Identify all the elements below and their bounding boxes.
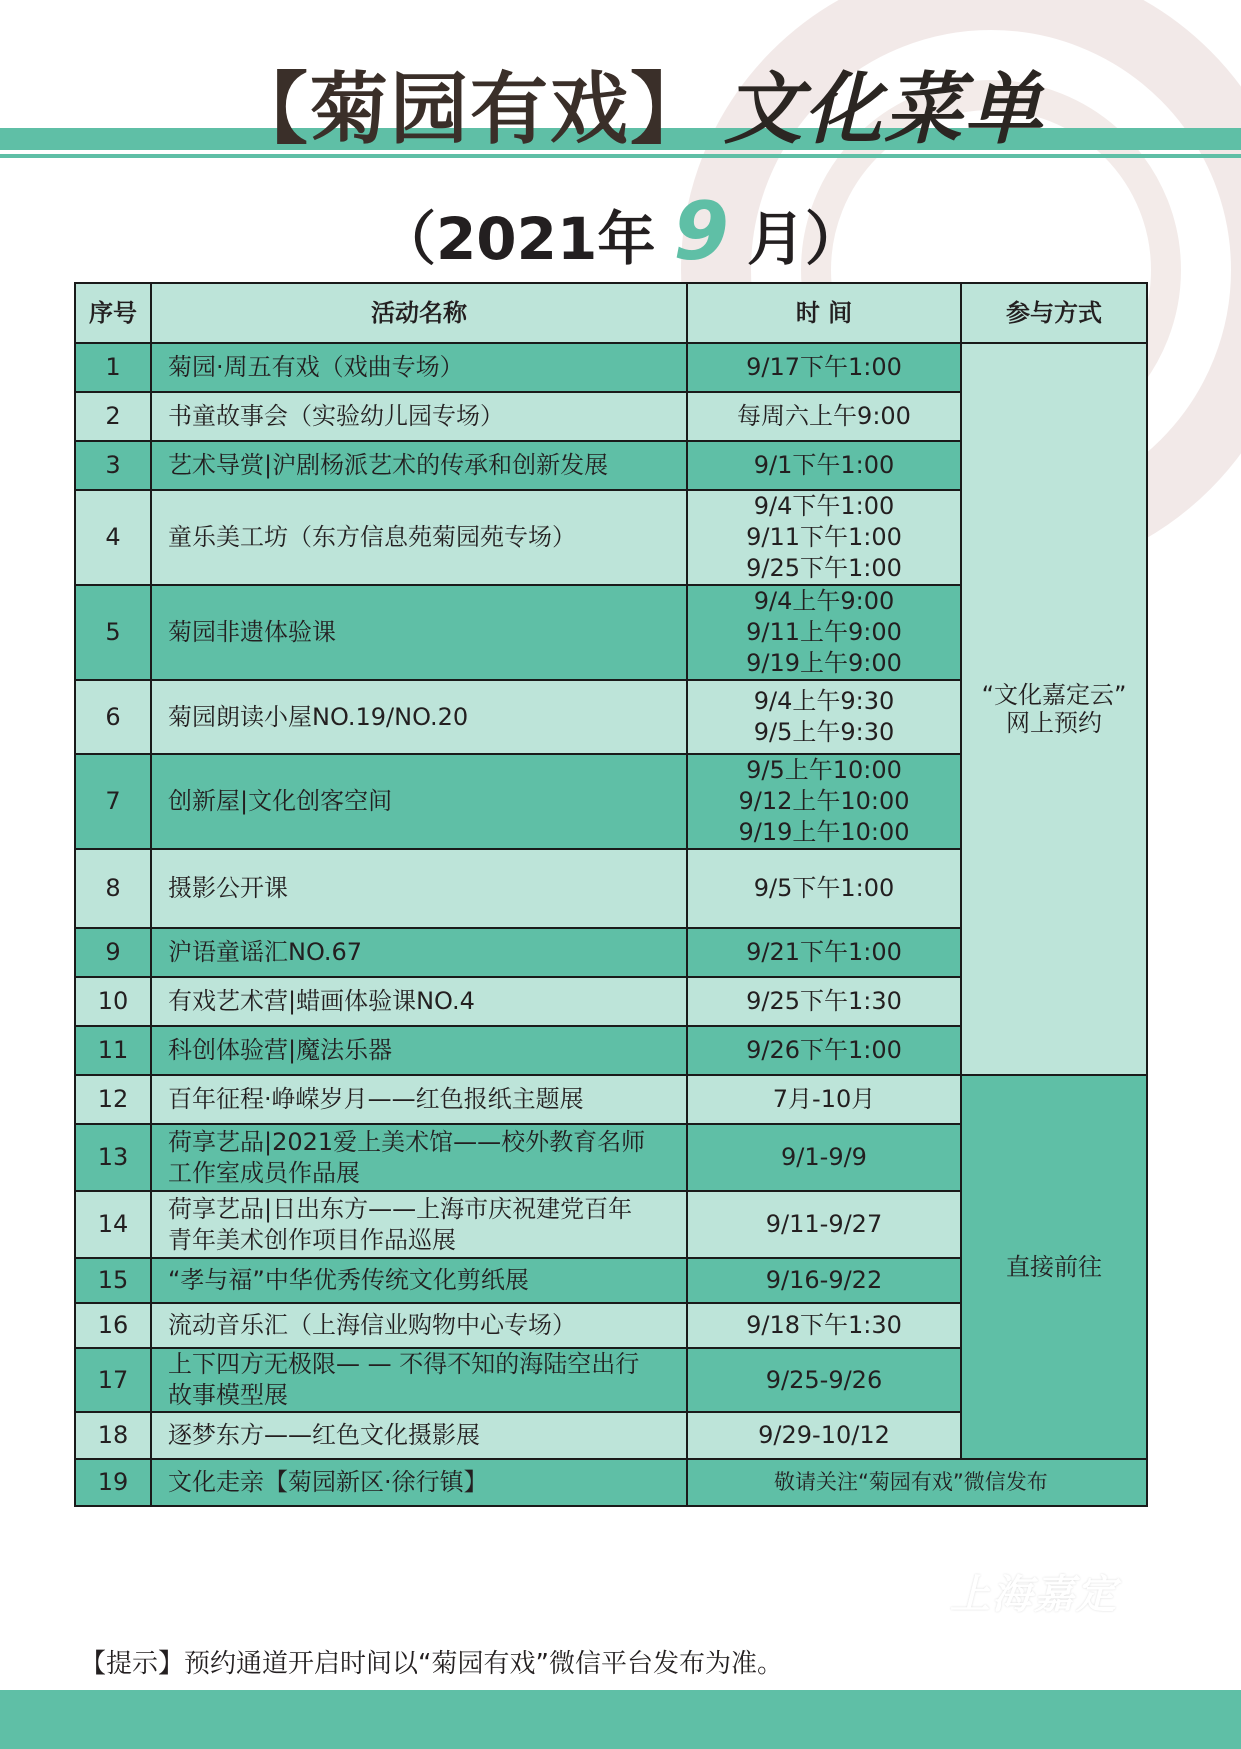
activity-name-line: 青年美术创作项目作品巡展 [168,1225,456,1254]
activity-time-line: 7月-10月 [772,1085,876,1113]
row-number: 4 [75,490,151,585]
activity-time [687,1258,961,1303]
activity-time [687,1412,961,1459]
activity-time-line: 9/25下午1:00 [746,554,902,582]
title-rest: 文化菜单 [724,65,1045,155]
activity-time [687,441,961,490]
activity-time-line: 9/5上午9:30 [753,718,895,746]
activity-name [151,928,687,977]
activity-name-line: 沪语童谣汇NO.67 [168,938,363,966]
row-number: 1 [75,343,151,392]
activity-time-line: 9/1-9/9 [781,1143,867,1171]
activity-time [687,1191,961,1258]
subtitle-open: （2021年 [377,205,656,273]
activity-name-line: 艺术导赏|沪剧杨派艺术的传承和创新发展 [168,451,609,479]
page-title [230,58,1045,155]
activity-time-line: 9/17下午1:00 [746,353,902,381]
activity-time [687,585,961,680]
activity-time-line: 9/18下午1:30 [746,1311,902,1339]
activity-name-line: 菊园朗读小屋NO.19/NO.20 [168,702,469,731]
subtitle-close: 月） [747,205,864,273]
activity-name-line: “孝与福”中华优秀传统文化剪纸展 [168,1266,529,1294]
activity-time [687,1459,1147,1506]
activity-time-line: 每周六上午9:00 [737,402,911,430]
activity-name [151,392,687,441]
row-number: 7 [75,754,151,849]
activity-name [151,1348,687,1412]
activity-name [151,1412,687,1459]
header-name: 活动名称 [151,283,687,343]
activity-name [151,441,687,490]
row-number: 16 [75,1303,151,1348]
activity-name [151,1191,687,1258]
row-number: 8 [75,849,151,928]
activity-time-line: 9/29-10/12 [758,1421,890,1449]
row-number: 3 [75,441,151,490]
activity-time-line: 9/12上午10:00 [738,787,910,815]
activity-time-line: 9/21下午1:00 [746,938,902,966]
activity-name [151,1258,687,1303]
activity-name-line: 上下四方无极限— — 不得不知的海陆空出行 [168,1350,640,1378]
activity-name-line: 文化走亲【菊园新区·徐行镇】 [168,1468,488,1496]
activity-time [687,928,961,977]
row-number: 18 [75,1412,151,1459]
activity-name [151,849,687,928]
table-row [75,1459,1147,1506]
activity-time-line: 9/5下午1:00 [753,874,895,902]
activity-time [687,1026,961,1075]
mode-direct: 直接前往 [961,1075,1147,1459]
activity-name-line: 故事模型展 [168,1381,288,1409]
jiading-logo: 上海嘉定 [950,1572,1118,1618]
activity-name [151,680,687,754]
header-mode: 参与方式 [961,283,1147,343]
table-row [75,343,1147,392]
row-number: 12 [75,1075,151,1124]
row-number: 6 [75,680,151,754]
activity-name-line: 有戏艺术营|蜡画体验课NO.4 [168,987,475,1015]
activity-name-line: 流动音乐汇（上海信业购物中心专场） [168,1311,576,1339]
activity-time [687,343,961,392]
title-brand: 【菊园有戏】 [230,65,711,155]
activity-name [151,1459,687,1506]
activity-name-line: 科创体验营|魔法乐器 [168,1036,393,1064]
activity-time [687,1124,961,1191]
activity-name [151,1075,687,1124]
activity-time-line: 9/11下午1:00 [746,523,902,551]
schedule-table-wrap [74,282,1146,1507]
schedule-table [74,282,1148,1507]
activity-time [687,680,961,754]
activity-time-line: 敬请关注“菊园有戏”微信发布 [774,1470,1048,1494]
row-number: 9 [75,928,151,977]
header-no: 序号 [75,283,151,343]
activity-time-line: 9/26下午1:00 [746,1036,902,1064]
activity-name [151,754,687,849]
footer-tip: 【提示】预约通道开启时间以“菊园有戏”微信平台发布为准。 [80,1649,783,1679]
mode-online-line: 网上预约 [1006,709,1102,737]
activity-name [151,977,687,1026]
header-time: 时 间 [687,283,961,343]
row-number: 5 [75,585,151,680]
row-number: 13 [75,1124,151,1191]
activity-name-line: 百年征程·峥嵘岁月——红色报纸主题展 [168,1085,584,1113]
row-number: 14 [75,1191,151,1258]
row-number: 11 [75,1026,151,1075]
page-subtitle [0,185,1241,278]
activity-time-line: 9/11-9/27 [765,1210,883,1238]
activity-name [151,585,687,680]
table-row [75,1075,1147,1124]
activity-name [151,343,687,392]
activity-name-line: 童乐美工坊（东方信息苑菊园苑专场） [168,523,576,551]
activity-time-line: 9/19上午10:00 [738,818,910,846]
activity-time [687,490,961,585]
activity-name [151,1303,687,1348]
mode-online-line: “文化嘉定云” [981,681,1127,709]
activity-time [687,849,961,928]
activity-name-line: 菊园非遗体验课 [168,618,336,646]
activity-time-line: 9/5上午10:00 [746,756,902,784]
activity-name [151,1124,687,1191]
activity-time-line: 9/4上午9:00 [753,587,895,615]
activity-name-line: 工作室成员作品展 [168,1158,360,1187]
activity-time-line: 9/1下午1:00 [753,451,895,479]
activity-name-line: 书童故事会（实验幼儿园专场） [168,402,504,430]
activity-time [687,754,961,849]
footer-band [0,1690,1241,1749]
activity-time-line: 9/25下午1:30 [746,987,902,1015]
activity-time-line: 9/25-9/26 [765,1365,883,1394]
row-number: 2 [75,392,151,441]
activity-time-line: 9/4下午1:00 [753,492,895,520]
mode-online-booking [961,343,1147,1075]
activity-time [687,392,961,441]
row-number: 10 [75,977,151,1026]
activity-name-line: 荷享艺品|日出东方——上海市庆祝建党百年 [168,1194,633,1223]
activity-name [151,490,687,585]
activity-time [687,1075,961,1124]
activity-name-line: 摄影公开课 [168,874,288,902]
activity-time-line: 9/4上午9:30 [753,687,895,715]
activity-time [687,977,961,1026]
activity-name-line: 逐梦东方——红色文化摄影展 [168,1421,480,1449]
activity-time [687,1348,961,1412]
activity-time-line: 9/16-9/22 [765,1266,883,1294]
activity-name-line: 荷享艺品|2021爱上美术馆——校外教育名师 [168,1127,646,1156]
row-number: 15 [75,1258,151,1303]
subtitle-month: 9 [673,185,730,278]
row-number: 17 [75,1348,151,1412]
activity-time [687,1303,961,1348]
row-number: 19 [75,1459,151,1506]
activity-name-line: 创新屋|文化创客空间 [168,787,393,815]
table-body [75,343,1147,1506]
activity-time-line: 9/11上午9:00 [746,618,902,646]
activity-name [151,1026,687,1075]
activity-time-line: 9/19上午9:00 [746,649,902,677]
table-header-row [75,283,1147,343]
activity-name-line: 菊园·周五有戏（戏曲专场） [168,353,464,381]
